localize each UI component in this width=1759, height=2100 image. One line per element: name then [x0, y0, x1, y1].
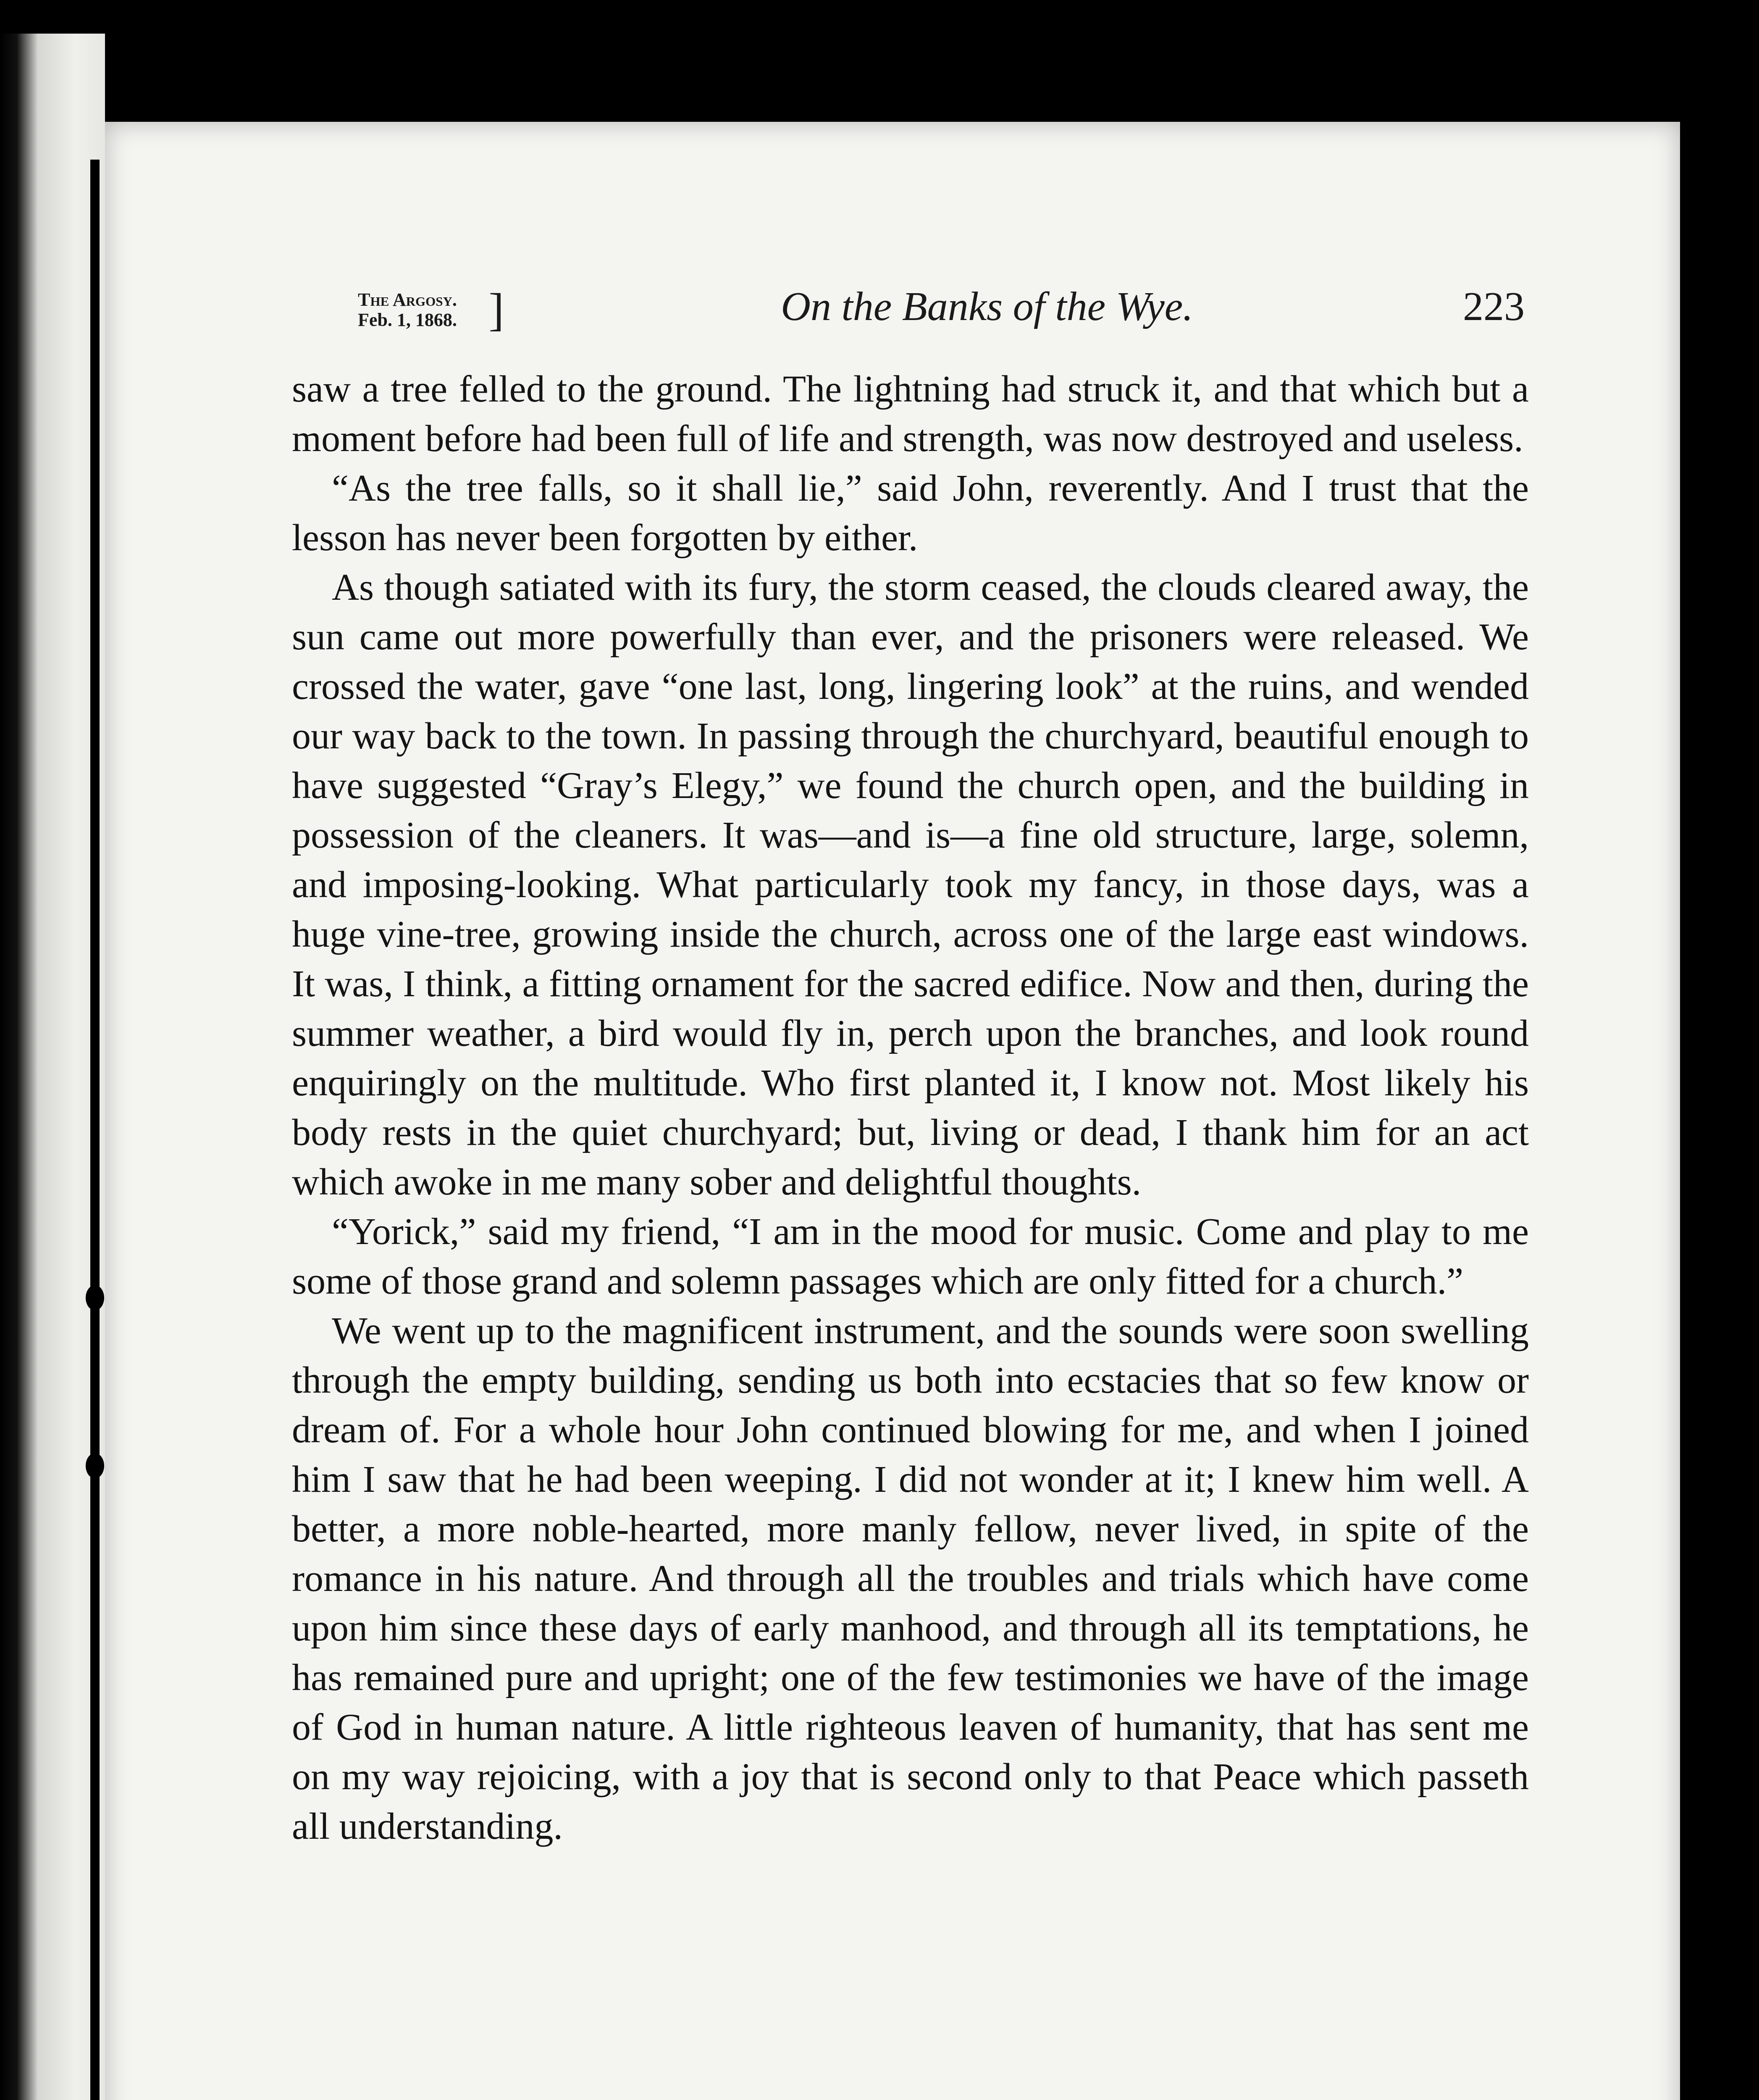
body-text	[292, 365, 1529, 1851]
paragraph: “Yorick,” said my friend, “I am in the mood for music. Come and play to me some of those grand and solemn passages which are only fitted for a church.”	[292, 1211, 1529, 1302]
gutter-mark	[86, 1453, 104, 1478]
header-source-line1: The Argosy.	[358, 289, 457, 310]
paragraph: As though satiated with its fury, the storm ceased, the clouds cleared away, the sun came out more powerfully than ever, and the prisoners were released. We crossed the water, gave “one last, long, lingering look” at the ruins, and wended our way back to the town. In passing through the churchyard, beautiful enough to have suggested “Gray’s Elegy,” we found the church open, and the building in possession of the cleaners. It was—and is—a fine old structure, large, solemn, and imposing-looking. What particularly took my fancy, in those days, was a huge vine-tree, growing inside the church, across one of the large east windows. It was, I think, a fitting ornament for the sacred edifice. Now and then, during the summer weather, a bird would fly in, perch upon the branches, and look round enquiringly on the multitude. Who first planted it, I know not. Most likely his body rests in the quiet churchyard; but, living or dead, I thank him for an act which awoke in me many sober and delightful thoughts.	[292, 567, 1529, 1203]
book-gutter	[0, 34, 105, 2100]
paragraph: “As the tree falls, so it shall lie,” said John, reverently. And I trust that the lesson has never been forgotten by either.	[292, 467, 1529, 559]
header-source-line2: Feb. 1, 1868.	[358, 310, 457, 330]
gutter-mark	[86, 1285, 104, 1310]
paragraph: We went up to the magnificent instrument, and the sounds were soon swelling through the empty building, sending us both into ecstacies that so few know or dream of. For a whole hour John continued blowing for me, and when I joined him I saw that he had been weeping. I did not wonder at it; I knew him well. A better, a more noble-hearted, more manly fellow, never lived, in spite of the romance in his nature. And through all the troubles and trials which have come upon him since these days of early manhood, and through all its temptations, he has remained pure and upright; one of the few testimonies we have of the image of God in human nature. A little righteous leaven of humanity, that has sent me on my way rejoicing, with a joy that is second only to that Peace which passeth all understanding.	[292, 1310, 1529, 1847]
gutter-line	[90, 160, 100, 2100]
running-header	[315, 277, 1533, 336]
page-number: 223	[1463, 284, 1525, 329]
paragraph: saw a tree felled to the ground. The lightning had struck it, and that which but a moment before had been full of life and strength, was now destroyed and useless.	[292, 368, 1529, 459]
header-bracket: ]	[488, 284, 504, 335]
header-source	[319, 284, 504, 335]
running-title: On the Banks of the Wye.	[781, 284, 1193, 329]
